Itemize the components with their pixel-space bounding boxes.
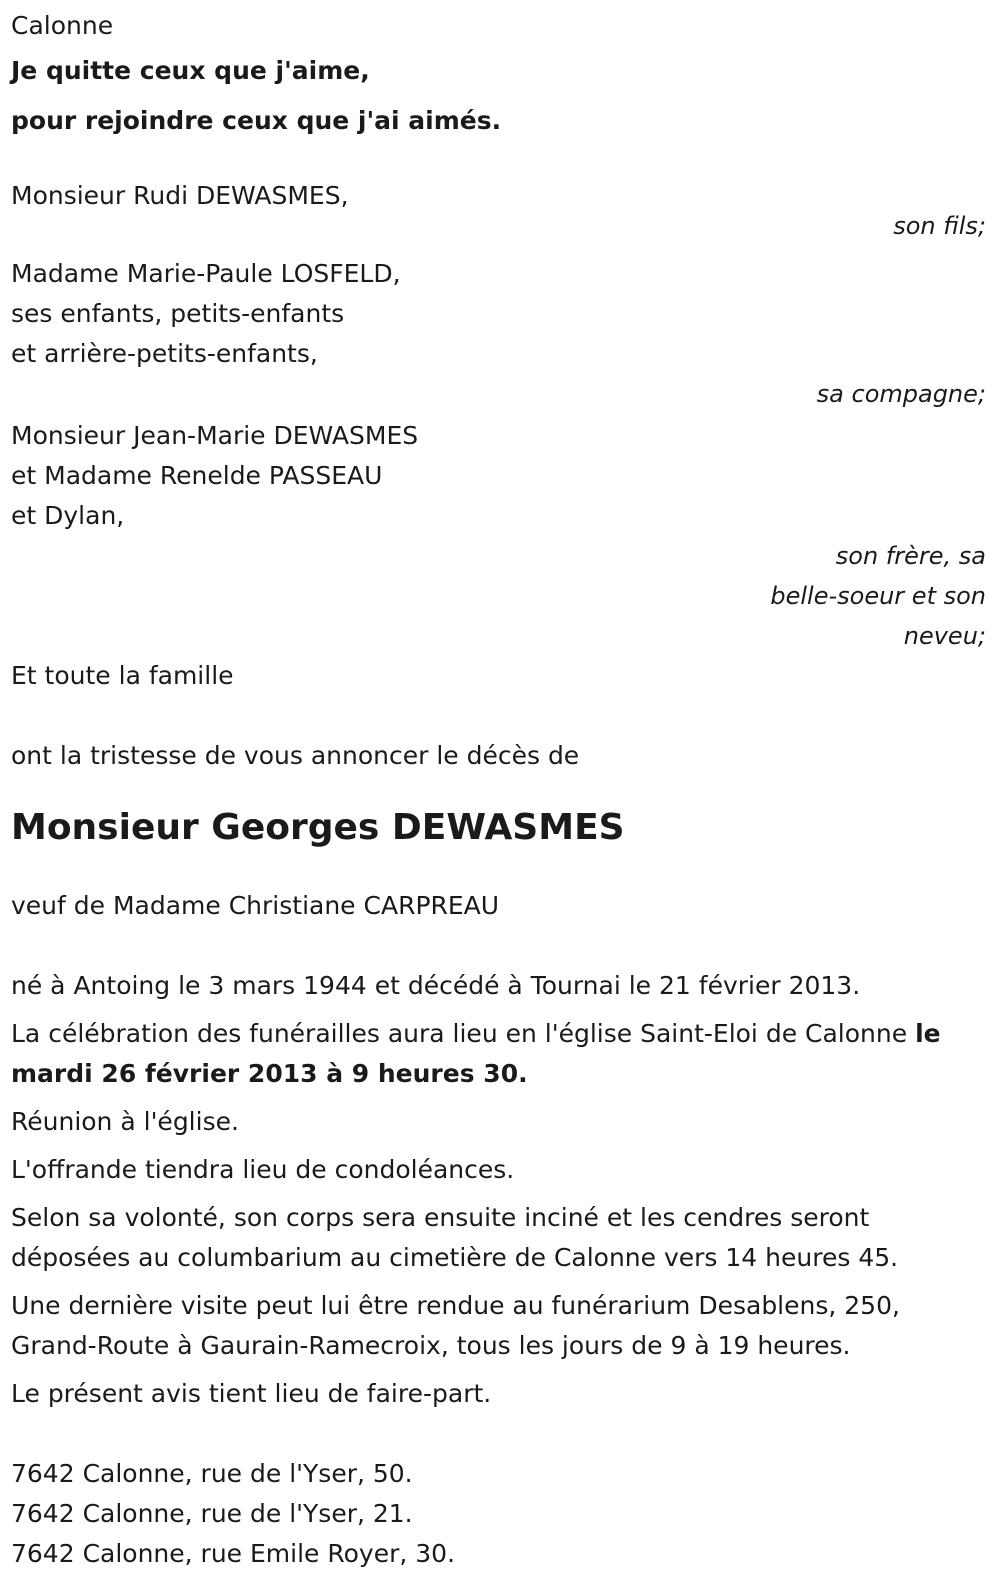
family-relation: neveu; — [903, 622, 986, 650]
family-relation: son fils; — [893, 212, 986, 240]
widower-line: veuf de Madame Christiane CARPREAU — [11, 891, 500, 920]
ceremony-date: le mardi 26 février 2013 à 9 heures 30. — [11, 1019, 941, 1088]
cremation: Selon sa volonté, son corps sera ensuite inciné et les cendres seront déposées au columbarium au cimetière de Calonne vers 14 heures 45. — [11, 1203, 899, 1272]
announcement: ont la tristesse de vous annoncer le décès de — [11, 741, 580, 770]
offering: L'offrande tiendra lieu de condoléances. — [11, 1155, 515, 1184]
family-name-line: Madame Marie-Paule LOSFELD, — [11, 259, 401, 288]
address: 7642 Calonne, rue de l'Yser, 21. — [11, 1499, 413, 1528]
family-name-line: Monsieur Rudi DEWASMES, — [11, 181, 349, 210]
notice: Le présent avis tient lieu de faire-part. — [11, 1379, 492, 1408]
meeting: Réunion à l'église. — [11, 1107, 239, 1136]
ceremony-text: La célébration des funérailles aura lieu en l'église Saint-Eloi de Calonne — [11, 1019, 916, 1048]
address: 7642 Calonne, rue de l'Yser, 50. — [11, 1459, 413, 1488]
family-member — [11, 416, 986, 656]
ceremony-paragraph — [11, 1014, 986, 1094]
family-member — [11, 176, 986, 246]
quote-line-1: Je quitte ceux que j'aime, — [11, 56, 370, 85]
deceased-name: Monsieur Georges DEWASMES — [11, 807, 625, 848]
family-name-line: et Dylan, — [11, 501, 125, 530]
family-relation: sa compagne; — [816, 380, 986, 408]
family-name-line: Monsieur Jean-Marie DEWASMES — [11, 421, 419, 450]
locality: Calonne — [11, 11, 114, 40]
all-family: Et toute la famille — [11, 661, 234, 690]
family-name-line: ses enfants, petits-enfants — [11, 299, 345, 328]
quote-line-2: pour rejoindre ceux que j'ai aimés. — [11, 106, 502, 135]
family-relation: son frère, sa — [835, 542, 986, 570]
family-member — [11, 254, 986, 414]
family-name-line: et Madame Renelde PASSEAU — [11, 461, 383, 490]
visit: Une dernière visite peut lui être rendue au funérarium Desablens, 250, Grand-Route à Gaurain-Ramecroix, tous les jours de 9 à 19 heures. — [11, 1291, 900, 1360]
address: 7642 Calonne, rue Emile Royer, 30. — [11, 1539, 456, 1568]
born-died: né à Antoing le 3 mars 1944 et décédé à Tournai le 21 février 2013. — [11, 971, 861, 1000]
family-name-line: et arrière-petits-enfants, — [11, 339, 318, 368]
family-relation: belle-soeur et son — [770, 582, 986, 610]
